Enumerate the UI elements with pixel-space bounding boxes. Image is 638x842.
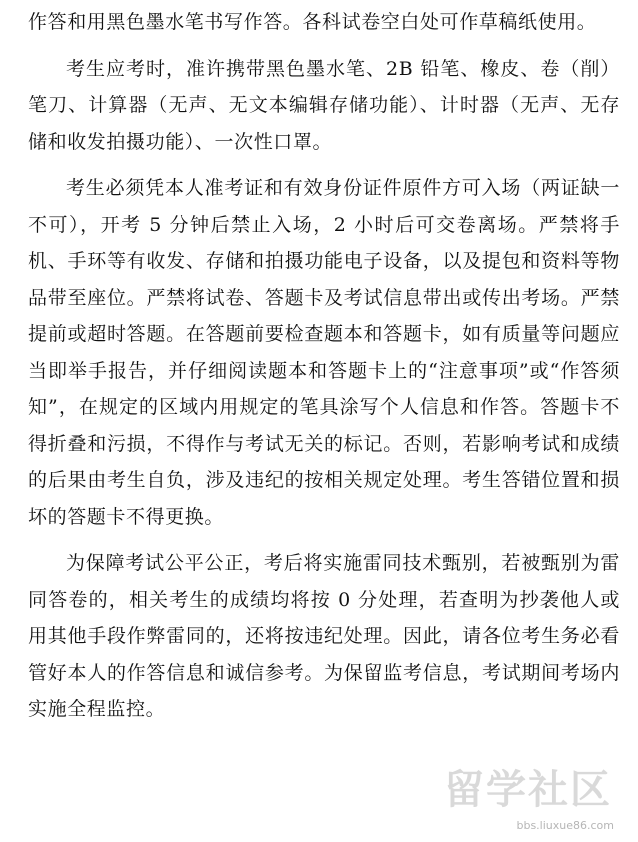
watermark-url: bbs.liuxue86.com (516, 819, 614, 832)
watermark-brand: 留学社区 (444, 767, 612, 813)
paragraph-entry-rules: 考生必须凭本人准考证和有效身份证件原件方可入场（两证缺一不可），开考 5 分钟后禁止入场，2 小时后可交卷离场。严禁将手机、手环等有收发、存储和拍摄功能电子设备，以及提包和资料等物品带至座位。严禁将试卷、答题卡及考试信息带出或传出考场。严禁提前或超时答题。在答题前要检查题本和答题卡，如有质量等问题应当即举手报告，并仔细阅读题本和答题卡上的“注意事项”或“作答须知”，在规定的区域内用规定的笔具涂写个人信息和作答。答题卡不得折叠和污损，不得作与考试无关的标记。否则，若影响考试和成绩的后果由考生自负，涉及违纪的按相关规定处理。考生答错位置和损坏的答题卡不得更换。 (28, 177, 620, 528)
paragraph-fairness-monitoring: 为保障考试公平公正，考后将实施雷同技术甄别，若被甄别为雷同答卷的，相关考生的成绩均将按 0 分处理，若查明为抄袭他人或用其他手段作弊雷同的，还将按违纪处理。因此，请各位考生务必看管好本人的作答信息和诚信参考。为保留监考信息，考试期间考场内实施全程监控。 (28, 552, 620, 720)
paragraph-answer-instructions: 作答和用黑色墨水笔书写作答。各科试卷空白处可作草稿纸使用。 (28, 11, 597, 33)
paragraph-permitted-items: 考生应考时，准许携带黑色墨水笔、2B 铅笔、橡皮、卷（削）笔刀、计算器（无声、无文本编辑存储功能）、计时器（无声、无存储和收发拍摄功能）、一次性口罩。 (28, 57, 620, 153)
